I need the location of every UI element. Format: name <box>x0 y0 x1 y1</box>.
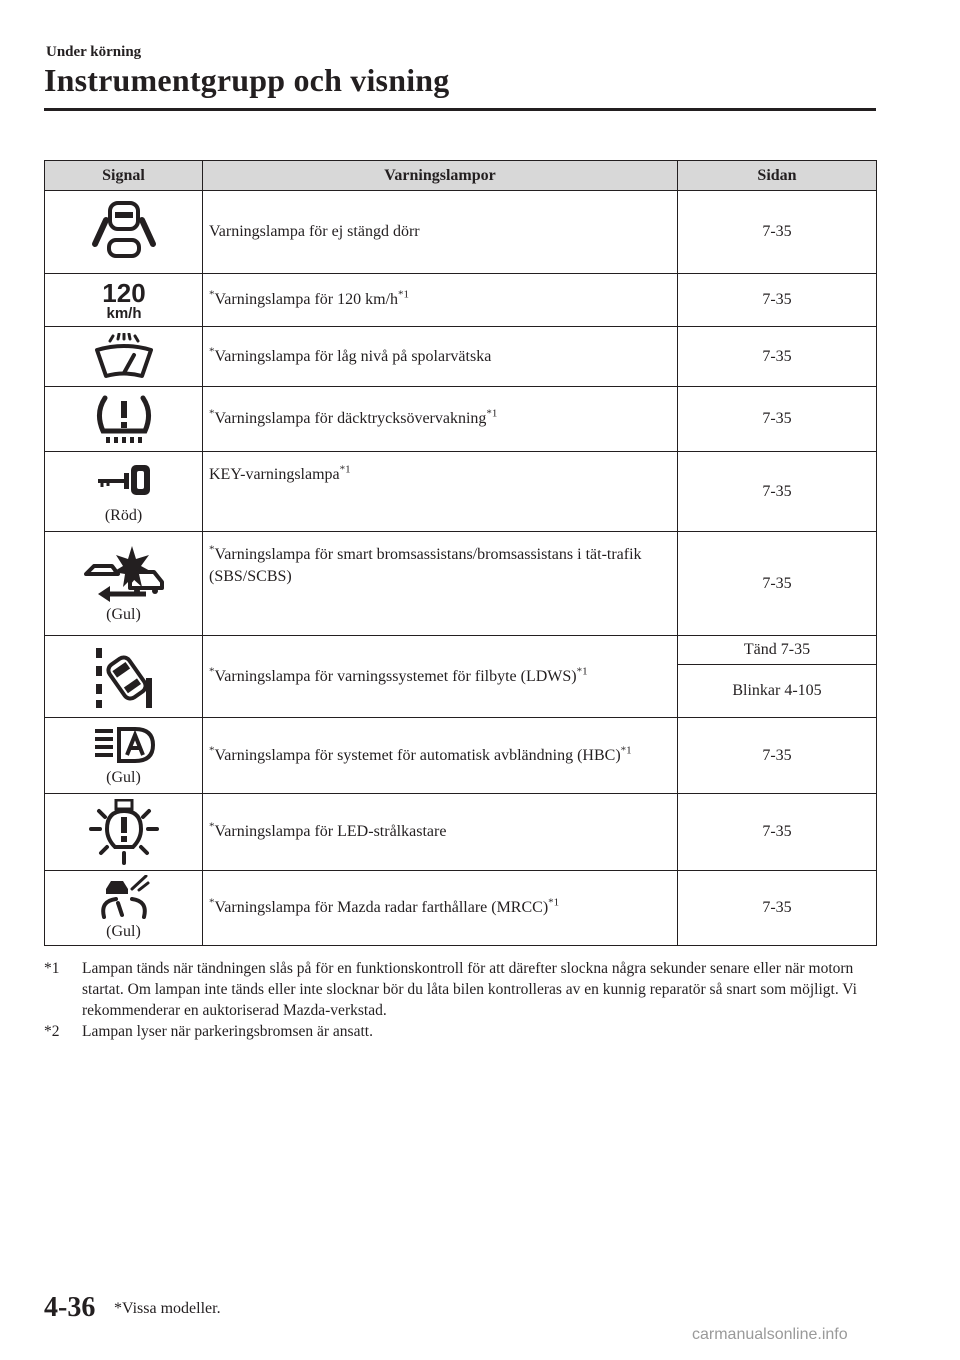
page-reference: 7-35 <box>678 274 877 327</box>
table-row <box>45 387 877 452</box>
model-asterisk: * <box>209 288 215 301</box>
footnote-ref: *1 <box>576 665 588 678</box>
signal-cell <box>45 327 203 387</box>
column-header-page: Sidan <box>678 161 877 191</box>
model-asterisk: * <box>209 896 215 909</box>
model-asterisk: * <box>209 407 215 420</box>
table-row <box>45 274 877 327</box>
led-headlight-icon <box>89 799 159 865</box>
signal-color-caption: (Gul) <box>106 605 141 623</box>
signal-cell <box>45 636 203 718</box>
model-asterisk: * <box>209 345 215 358</box>
footnote-ref: *1 <box>486 407 498 420</box>
table-row <box>45 532 877 636</box>
footnote-mark: *2 <box>44 1023 60 1040</box>
page-reference: 7-35 <box>678 452 877 532</box>
page-reference <box>678 636 877 718</box>
warning-description <box>203 636 678 718</box>
page-reference: 7-35 <box>678 718 877 794</box>
page-reference: 7-35 <box>678 532 877 636</box>
page-reference: 7-35 <box>678 191 877 274</box>
models-note: *Vissa modeller. <box>114 1300 221 1317</box>
auto-high-beam-icon <box>91 725 157 765</box>
table-row <box>45 191 877 274</box>
page-reference: 7-35 <box>678 387 877 452</box>
signal-color-caption: (Gul) <box>106 768 141 786</box>
warning-text: Varningslampa för Mazda radar farthållare (MRCC) <box>214 899 549 916</box>
model-asterisk: * <box>209 665 215 678</box>
footnote-ref: *1 <box>620 744 632 757</box>
warning-description <box>203 794 678 871</box>
footnote-text: Lampan tänds när tändningen slås på för en funktionskontroll för att därefter slockna några sekunder senare eller när motorn startat. Om lampan inte tänds eller inte slocknar bör du låta bilen kontrolleras av en kunnig reparatör så snart som möjligt. Vi rekommenderar en auktoriserad Mazda-verkstad. <box>82 960 857 1019</box>
svg-text:120: 120 <box>101 279 146 308</box>
signal-cell <box>45 452 203 532</box>
lane-departure-icon <box>91 644 157 710</box>
warning-description <box>203 452 678 532</box>
warning-text: Varningslampa för smart bromsassistans/bromsassistans i tät-trafik (SBS/SCBS) <box>209 546 642 585</box>
warning-description <box>203 191 678 274</box>
warning-text: Varningslampa för systemet för automatisk avbländning (HBC) <box>214 746 621 764</box>
model-asterisk: * <box>209 744 215 757</box>
table-row <box>45 327 877 387</box>
page-number: 4-36 <box>44 1292 96 1323</box>
signal-cell <box>45 794 203 871</box>
page-reference-flashing: Blinkar 4-105 <box>732 682 822 699</box>
door-ajar-icon <box>89 200 159 264</box>
column-header-warning-lights: Varningslampor <box>203 161 678 191</box>
signal-cell <box>45 718 203 794</box>
page-reference: 7-35 <box>678 871 877 946</box>
signal-cell <box>45 532 203 636</box>
model-asterisk: * <box>209 543 215 556</box>
warning-description <box>203 532 678 636</box>
page-reference-lit: Tänd 7-35 <box>678 636 876 665</box>
section-label: Under körning <box>46 44 142 60</box>
warning-text: Varningslampa för däcktrycksövervakning <box>214 410 487 427</box>
warning-text: Varningslampa för LED-strålkastare <box>214 823 447 840</box>
tire-pressure-icon <box>92 393 156 445</box>
site-watermark: carmanualsonline.info <box>692 1326 848 1343</box>
warning-description <box>203 718 678 794</box>
footnote <box>44 1021 876 1042</box>
footnote-text: Lampan lyser när parkeringsbromsen är ansatt. <box>82 1023 373 1040</box>
footnotes <box>44 958 876 1042</box>
warning-text: KEY-varningslampa <box>209 466 340 483</box>
signal-cell <box>45 387 203 452</box>
washer-fluid-icon <box>92 333 156 381</box>
title-rule <box>44 108 876 111</box>
warning-description <box>203 387 678 452</box>
table-header-row <box>45 161 877 191</box>
warning-lights-table <box>44 160 877 946</box>
speed-120-icon <box>94 279 154 321</box>
footnote-mark: *1 <box>44 960 60 977</box>
smart-brake-icon <box>82 544 166 602</box>
warning-description <box>203 871 678 946</box>
table-row <box>45 718 877 794</box>
footnote-ref: *1 <box>339 463 351 476</box>
warning-description <box>203 274 678 327</box>
signal-color-caption: (Gul) <box>106 923 141 940</box>
table-row <box>45 794 877 871</box>
table-row <box>45 636 877 718</box>
signal-cell <box>45 871 203 946</box>
warning-text: Varningslampa för 120 km/h <box>214 291 399 308</box>
warning-text: Varningslampa för ej stängd dörr <box>209 223 420 240</box>
warning-description <box>203 327 678 387</box>
page-title: Instrumentgrupp och visning <box>44 62 450 98</box>
signal-cell <box>45 274 203 327</box>
table-row <box>45 452 877 532</box>
warning-text: Varningslampa för låg nivå på spolarvätska <box>214 347 492 365</box>
footnote <box>44 958 876 1021</box>
signal-color-caption: (Röd) <box>104 506 143 524</box>
page-reference: 7-35 <box>678 327 877 387</box>
svg-text:km/h: km/h <box>105 305 142 321</box>
footnote-ref: *1 <box>398 288 410 301</box>
warning-text: Varningslampa för varningssystemet för filbyte (LDWS) <box>214 667 577 685</box>
signal-cell <box>45 191 203 274</box>
key-icon <box>94 459 154 503</box>
radar-cruise-icon <box>96 875 152 919</box>
page-reference: 7-35 <box>678 794 877 871</box>
model-asterisk: * <box>209 820 215 833</box>
table-row <box>45 871 877 946</box>
column-header-signal: Signal <box>45 161 203 191</box>
footnote-ref: *1 <box>548 896 560 909</box>
